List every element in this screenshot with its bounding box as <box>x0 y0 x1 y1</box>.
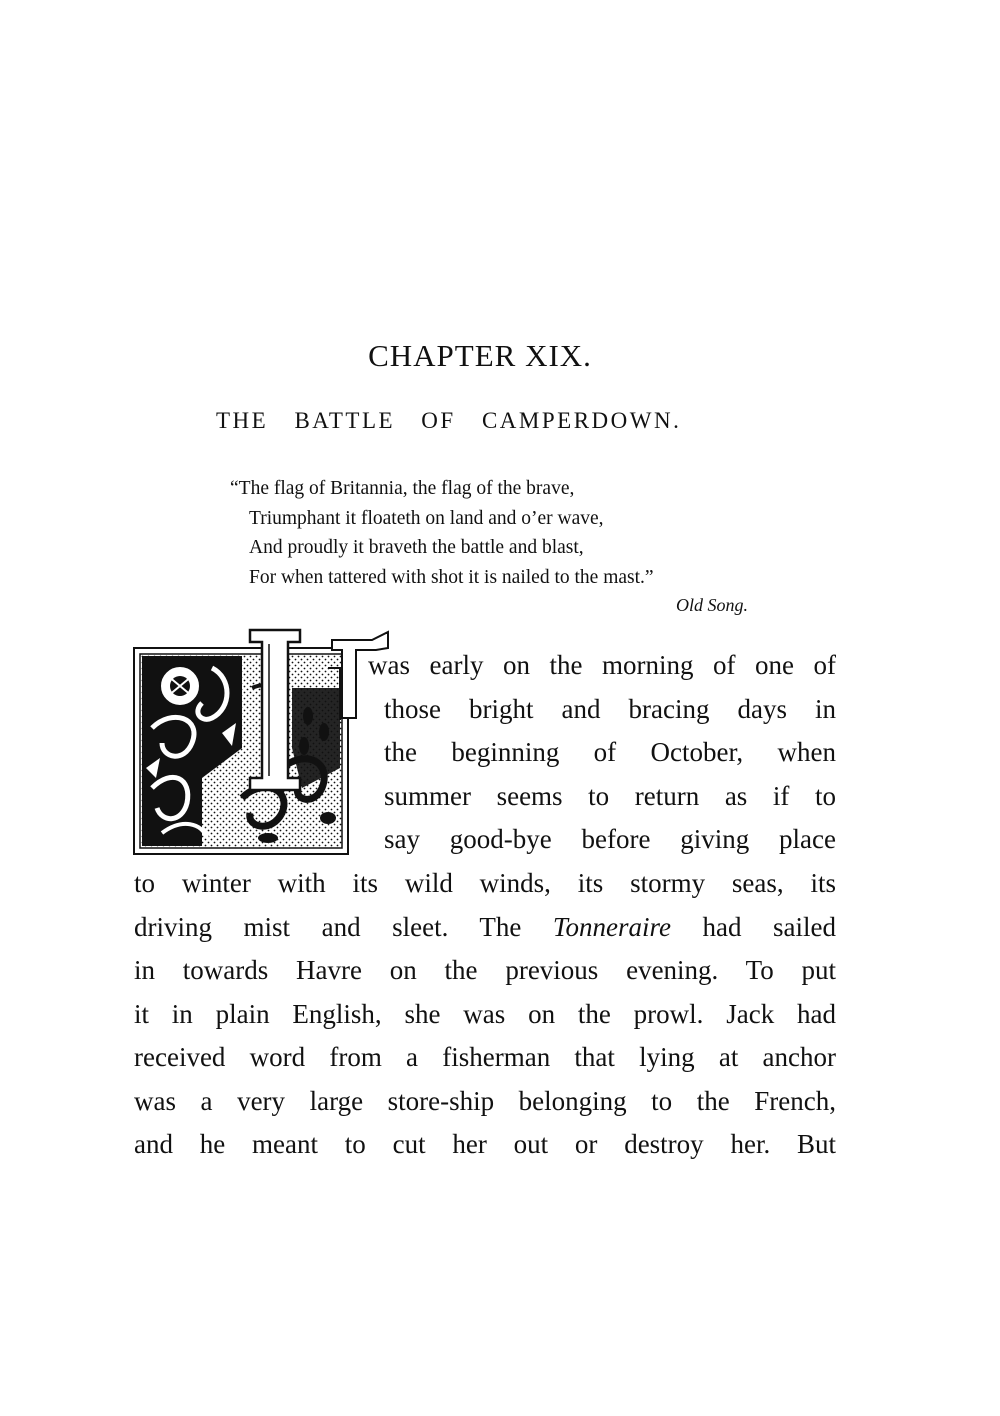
text-line: was early on the morning of one of <box>368 650 836 680</box>
epigraph-line: And proudly it braveth the battle and blast, <box>249 537 584 558</box>
text-line: received word from a fisherman that lying at anchor <box>134 1042 836 1072</box>
dropcap <box>132 628 390 856</box>
epigraph <box>230 474 770 618</box>
ornamental-initial-icon <box>132 628 390 856</box>
chapter-subtitle: THE BATTLE OF CAMPERDOWN. <box>216 408 682 433</box>
text-line: say good-bye before giving place <box>384 824 836 854</box>
text-segment: driving mist and sleet. The <box>134 911 553 942</box>
ship-name: Tonneraire <box>552 911 671 942</box>
body-text-indented <box>368 644 836 862</box>
text-line: was a very large store-ship belonging to the French, <box>134 1085 836 1116</box>
epigraph-line: For when tattered with shot it is nailed to the mast.” <box>249 566 654 588</box>
text-line: it in plain English, she was on the prowl. Jack had <box>134 998 836 1029</box>
text-line: to winter with its wild winds, its stormy seas, its <box>134 868 836 898</box>
text-segment: had sailed <box>670 911 836 942</box>
epigraph-line: “The flag of Britannia, the flag of the brave, <box>230 478 575 499</box>
text-line: in towards Havre on the previous evening. To put <box>134 955 836 985</box>
text-line: and he meant to cut her out or destroy her. But <box>134 1129 836 1159</box>
text-line: those bright and bracing days in <box>384 693 836 724</box>
text-line: summer seems to return as if to <box>384 780 836 811</box>
epigraph-attribution: Old Song. <box>676 595 748 615</box>
text-line: the beginning of October, when <box>384 737 836 767</box>
body-text-full <box>134 862 836 1167</box>
epigraph-line: Triumphant it floateth on land and o’er wave, <box>249 507 604 529</box>
text-line <box>134 906 836 950</box>
chapter-title: CHAPTER XIX. <box>368 338 592 373</box>
